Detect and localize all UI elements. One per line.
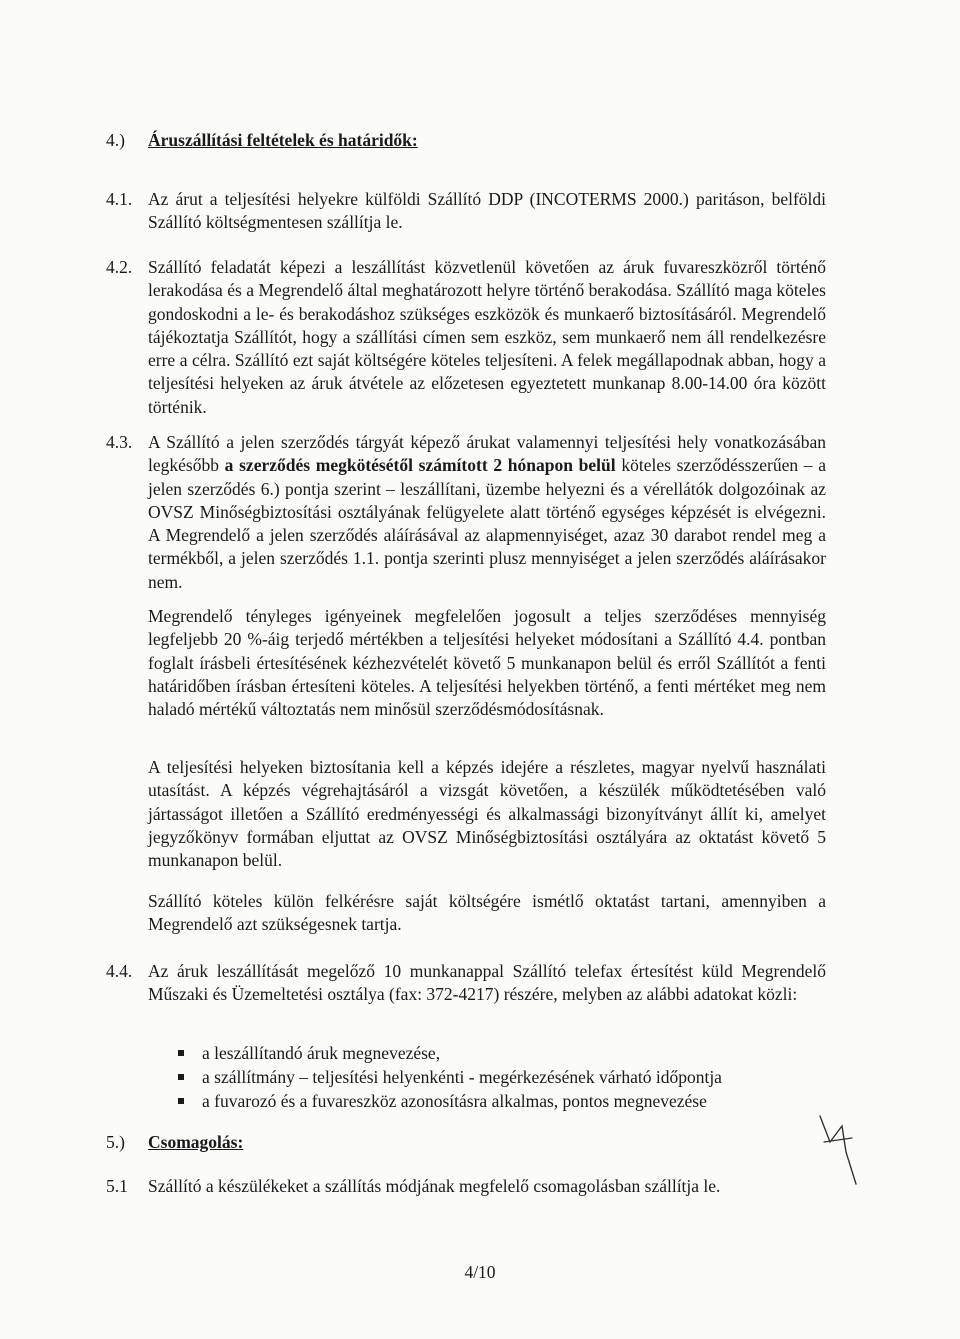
square-bullet-icon [178, 1098, 184, 1104]
paragraph-4-3 [106, 431, 826, 594]
paragraph-number: 4.4. [106, 961, 133, 981]
paragraph-number: 4.3. [106, 432, 133, 452]
paragraph-text: Szállító a készülékeket a szállítás módjának megfelelő csomagolásban szállítja le. [148, 1176, 721, 1196]
paragraph-number: 5.1 [106, 1176, 128, 1196]
paragraph-4-3-repeat-training: Szállító köteles külön felkérésre saját költségére ismétlő oktatást tartani, amennyiben a Megrendelő azt szükségesnek tartja. [148, 891, 826, 935]
section-title: Áruszállítási feltételek és határidők: [148, 130, 418, 150]
notification-list [178, 1041, 722, 1113]
text-part-b: köteles szerződésszerűen – a jelen szerződés 6.) pontja szerint – leszállítani, üzembe helyezni és a vérellátók dolgozóinak az OVSZ Minőségbiztosítási osztályának felügyelete alatt történő egységes képzését is elvégezni. A Megrendelő a jelen szerződés aláírásával az alapmennyiséget, azaz 30 darabot rendel meg a termékből, a jelen szerződés 1.1. pontja szerinti plusz mennyiséget a jelen szerződés aláírásakor nem. [148, 455, 827, 592]
section-title: Csomagolás: [148, 1132, 244, 1152]
section-5-heading [106, 1131, 243, 1154]
handwritten-initials-icon [812, 1112, 872, 1192]
section-number: 4.) [106, 130, 125, 150]
section-4-heading [106, 129, 418, 152]
paragraph-4-3-training: A teljesítési helyeken biztosítania kell a képzés idejére a részletes, magyar nyelvű használati utasítást. A képzés végrehajtásáról a vizsgát követően, a készülék működtetésében való jártasságot illetően a Szállító eredményességi és alkalmassági bizonyítványt állít ki, amelyet jegyzőkönyv formában eljuttat az OVSZ Minőségbiztosítási osztályára az oktatást követő 5 munkanapon belül. [148, 757, 826, 871]
square-bullet-icon [178, 1074, 184, 1080]
paragraph-4-1 [106, 188, 826, 235]
paragraph-number: 4.2. [106, 257, 133, 277]
square-bullet-icon [178, 1050, 184, 1056]
paragraph-4-4 [106, 960, 826, 1007]
paragraph-text: Szállító feladatát képezi a leszállítást közvetlenül követően az áruk fuvareszközről történő lerakodása és a Megrendelő által meghatározott helyre történő berakodása. Szállító maga köteles gondoskodni a le- és berakodáshoz szükséges eszközök és munkaerő biztosításáról. Megrendelő tájékoztatja Szállítót, hogy a szállítási címen sem eszköz, sem munkaerő nem áll rendelkezésre erre a célra. Szállító ezt saját költségére köteles teljesíteni. A felek megállapodnak abban, hogy a teljesítési helyeken az áruk átvétele az előzetesen egyeztetett munkanap 8.00-14.00 óra között történik. [148, 257, 826, 417]
list-item: a szállítmány – teljesítési helyenkénti - megérkezésének várható időpontja [178, 1065, 722, 1089]
list-item: a leszállítandó áruk megnevezése, [178, 1041, 722, 1065]
paragraph-4-2 [106, 256, 826, 419]
paragraph-4-3-modification: Megrendelő tényleges igényeinek megfelelően jogosult a teljes szerződéses mennyiség legfeljebb 20 %-áig terjedő mértékben a teljesítési helyeket módosítani a Szállító 4.4. pontban foglalt írásbeli értesítésének kézhezvételét követő 5 munkanapon belül és erről Szállítót a fenti határidőben írásban értesíteni köteles. A teljesítési helyekben történő, a fenti mértéket meg nem haladó mértékű változtatás nem minősül szerződésmódosításnak. [148, 606, 826, 720]
text-part-a: A Szállító a jelen szerződés tárgyát képező árukat valamennyi teljesítési hely vonatkozásában legkésőbb [148, 432, 826, 476]
paragraph-5-1 [106, 1175, 826, 1198]
section-number: 5.) [106, 1132, 125, 1152]
paragraph-number: 4.1. [106, 189, 133, 209]
deadline-bold-text: a szerződés megkötésétől számított 2 hónapon belül [224, 455, 616, 476]
list-item: a fuvarozó és a fuvareszköz azonosításra alkalmas, pontos megnevezése [178, 1089, 722, 1113]
page-number: 4/10 [464, 1262, 496, 1282]
paragraph-text: Az áruk leszállítását megelőző 10 munkanappal Szállító telefax értesítést küld Megrendelő Műszaki és Üzemeltetési osztálya (fax: 372-4217) részére, melyben az alábbi adatokat közli: [148, 961, 826, 1005]
paragraph-text: Az árut a teljesítési helyekre külföldi Szállító DDP (INCOTERMS 2000.) paritáson, belföldi Szállító költségmentesen szállítja le. [148, 189, 826, 233]
paragraph-text [148, 431, 826, 594]
